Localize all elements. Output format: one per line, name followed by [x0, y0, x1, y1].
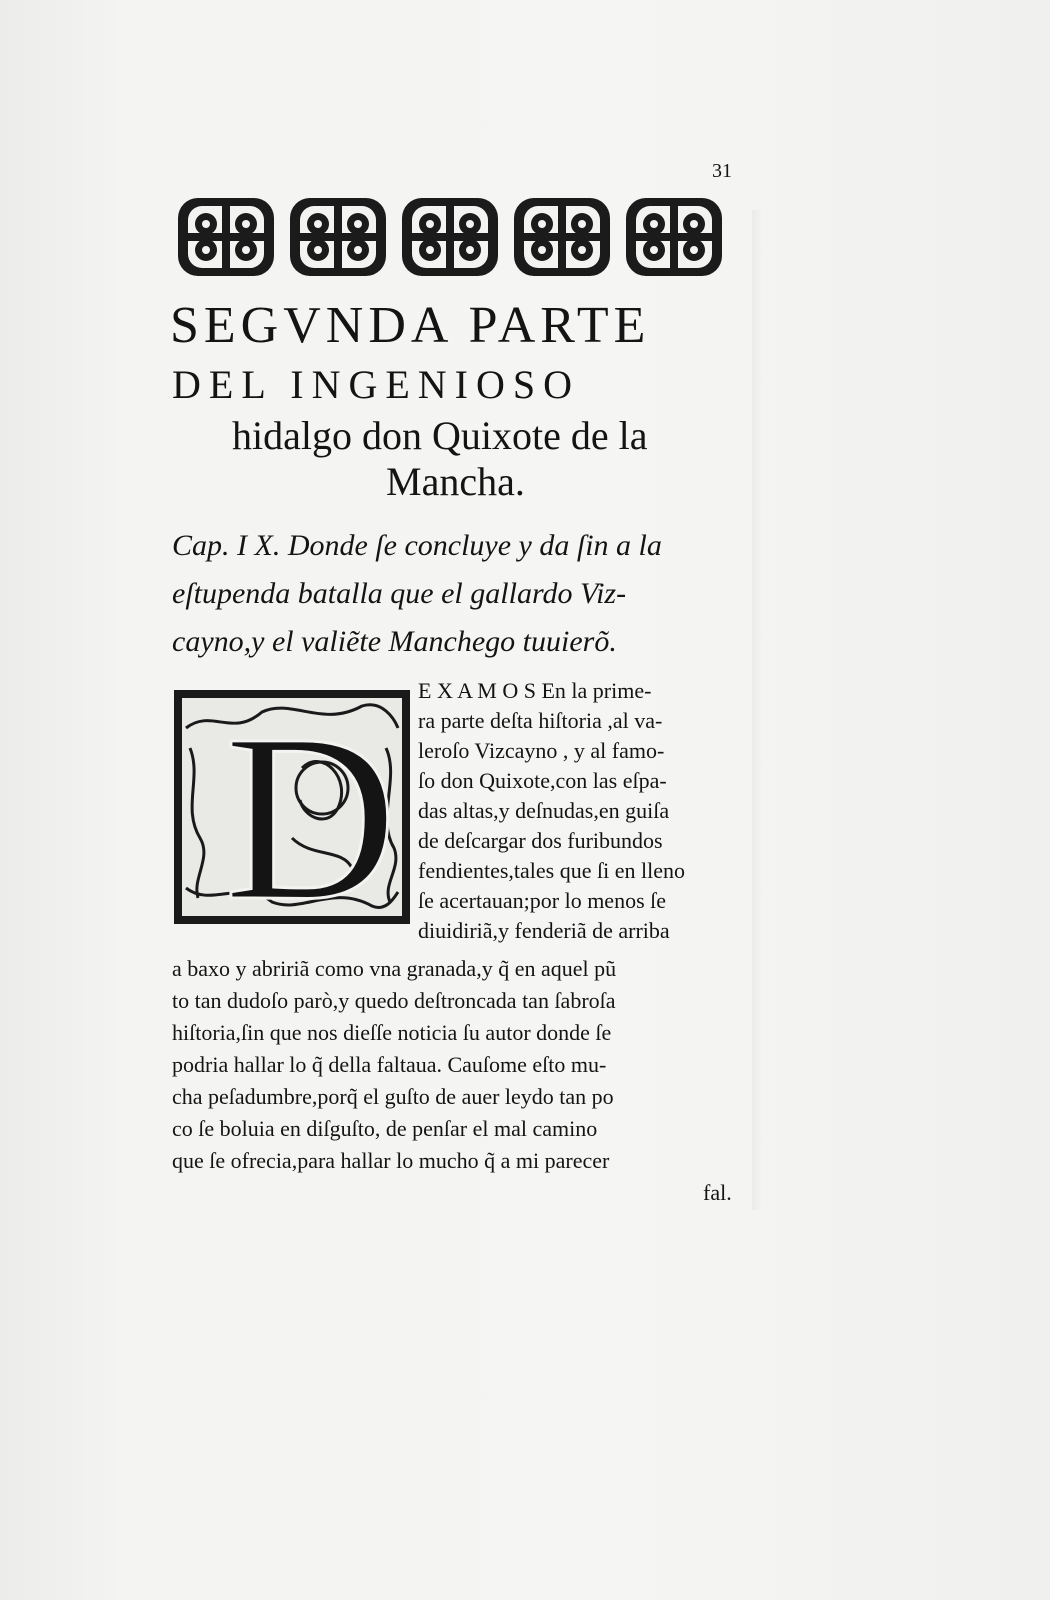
title-line-2: DEL INGENIOSO [172, 362, 581, 407]
decorated-initial [172, 688, 412, 926]
body-line: co ſe boluia en diſguſto, de penſar el mal camino [172, 1116, 598, 1141]
ornamental-headpiece [176, 194, 732, 280]
initial-letter: D [224, 688, 398, 926]
body-line: ſo don Quixote,con las eſpa- [418, 768, 667, 793]
body-line: diuidiriã,y fenderiã de arriba [418, 918, 670, 943]
body-line: das altas,y deſnudas,en guiſa [418, 798, 670, 823]
catchword: fal. [703, 1180, 732, 1205]
body-line: to tan dudoſo parò,y quedo deſtroncada tan ſabroſa [172, 988, 616, 1013]
title-line-1: SEGVNDA PARTE [170, 297, 651, 354]
chapter-heading-line-1: Cap. I X. Donde ſe concluye y da ſin a la [172, 529, 662, 562]
body-line: leroſo Vizcayno , y al famo- [418, 738, 665, 763]
ornament-tile [178, 198, 274, 276]
title-line-4: Mancha. [386, 459, 525, 504]
body-line: fendientes,tales que ſi en lleno [418, 858, 685, 883]
title-line-3: hidalgo don Quixote de la [232, 413, 648, 458]
body-line: cha peſadumbre,porq̃ el guſto de auer leydo tan po [172, 1084, 614, 1109]
body-line: a baxo y abririã como vna granada,y q̃ en aquel pũ [172, 956, 617, 981]
chapter-heading-line-3: cayno,y el valiẽte Manchego tuuierõ. [172, 625, 617, 658]
body-line: ſe acertauan;por lo menos ſe [418, 888, 667, 913]
body-line: de deſcargar dos furibundos [418, 828, 663, 853]
chapter-heading-line-2: eſtupenda batalla que el gallardo Viz- [172, 577, 627, 610]
page-edge-shadow [752, 210, 762, 1210]
body-line: que ſe ofrecia,para hallar lo mucho q̃ a mi parecer [172, 1148, 610, 1173]
body-line: hiſtoria,ſin que nos dieſſe noticia ſu autor donde ſe [172, 1020, 612, 1045]
body-line: E X A M O S En la prime- [418, 678, 652, 703]
body-line: ra parte deſta hiſtoria ,al va- [418, 708, 663, 733]
page-number: 31 [712, 160, 732, 182]
body-line: podria hallar lo q̃ della faltaua. Cauſome eſto mu- [172, 1052, 607, 1077]
